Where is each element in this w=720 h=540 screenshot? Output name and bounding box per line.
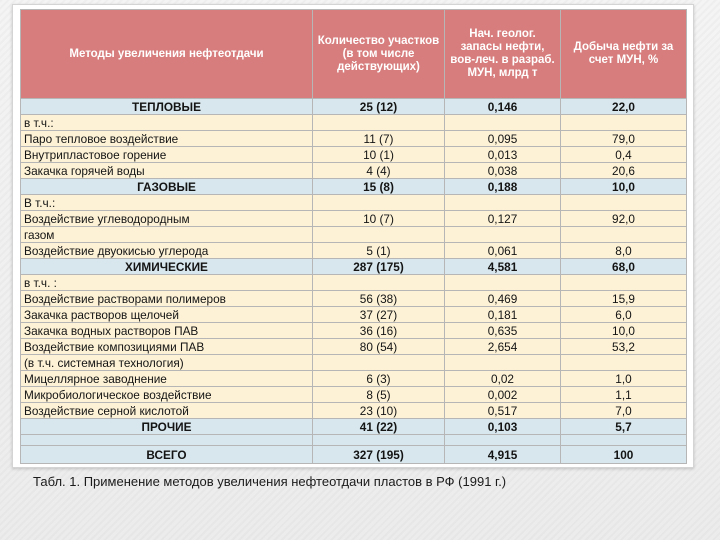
production-share-cell	[561, 275, 687, 291]
table-row	[21, 323, 687, 339]
header-initial-reserves: Нач. геолог. запасы нефти, вов-леч. в разраб. МУН, млрд т	[445, 10, 561, 99]
reserves-cell: 0,095	[445, 131, 561, 147]
reserves-cell: 4,915	[445, 446, 561, 464]
method-cell: Мицеллярное заводнение	[21, 371, 313, 387]
sites-count-cell: 5 (1)	[313, 243, 445, 259]
sites-count-cell: 80 (54)	[313, 339, 445, 355]
method-cell: Микробиологическое воздействие	[21, 387, 313, 403]
sites-count-cell: 15 (8)	[313, 179, 445, 195]
production-share-cell: 5,7	[561, 419, 687, 435]
table-row	[21, 355, 687, 371]
production-share-cell: 15,9	[561, 291, 687, 307]
reserves-cell	[445, 275, 561, 291]
production-share-cell: 20,6	[561, 163, 687, 179]
sites-count-cell: 8 (5)	[313, 387, 445, 403]
production-share-cell	[561, 355, 687, 371]
production-share-cell: 22,0	[561, 99, 687, 115]
sites-count-cell: 287 (175)	[313, 259, 445, 275]
method-cell: Закачка водных растворов ПАВ	[21, 323, 313, 339]
table-row	[21, 275, 687, 291]
production-share-cell	[561, 115, 687, 131]
table-caption: Табл. 1. Применение методов увеличения нефтеотдачи пластов в РФ (1991 г.)	[33, 474, 507, 489]
method-cell: Внутрипластовое горение	[21, 147, 313, 163]
method-cell: ГАЗОВЫЕ	[21, 179, 313, 195]
sites-count-cell: 4 (4)	[313, 163, 445, 179]
sites-count-cell	[313, 275, 445, 291]
method-cell: Закачка горячей воды	[21, 163, 313, 179]
method-cell: Закачка растворов щелочей	[21, 307, 313, 323]
production-share-cell: 100	[561, 446, 687, 464]
reserves-cell	[445, 355, 561, 371]
method-cell: ТЕПЛОВЫЕ	[21, 99, 313, 115]
reserves-cell: 0,635	[445, 323, 561, 339]
section-row	[21, 179, 687, 195]
header-oil-production-share: Добыча нефти за счет МУН, %	[561, 10, 687, 99]
sites-count-cell: 41 (22)	[313, 419, 445, 435]
sites-count-cell	[313, 435, 445, 446]
reserves-cell: 0,181	[445, 307, 561, 323]
production-share-cell	[561, 227, 687, 243]
sites-count-cell	[313, 355, 445, 371]
reserves-cell: 0,469	[445, 291, 561, 307]
method-cell: Воздействие растворами полимеров	[21, 291, 313, 307]
production-share-cell	[561, 195, 687, 211]
method-cell: Воздействие углеводородным	[21, 211, 313, 227]
table-frame	[12, 4, 694, 468]
reserves-cell: 0,517	[445, 403, 561, 419]
reserves-cell	[445, 227, 561, 243]
method-cell: Воздействие серной кислотой	[21, 403, 313, 419]
section-row	[21, 259, 687, 275]
method-cell: ПРОЧИЕ	[21, 419, 313, 435]
production-share-cell: 0,4	[561, 147, 687, 163]
methods-table	[20, 9, 687, 464]
sites-count-cell: 37 (27)	[313, 307, 445, 323]
header-methods: Методы увеличения нефтеотдачи	[21, 10, 313, 99]
method-cell: ВСЕГО	[21, 446, 313, 464]
method-cell: в т.ч. :	[21, 275, 313, 291]
total-row	[21, 446, 687, 464]
table-row	[21, 131, 687, 147]
sites-count-cell: 10 (1)	[313, 147, 445, 163]
table-header-row	[21, 10, 687, 99]
production-share-cell: 10,0	[561, 323, 687, 339]
reserves-cell: 0,146	[445, 99, 561, 115]
reserves-cell: 4,581	[445, 259, 561, 275]
production-share-cell	[561, 435, 687, 446]
table-row	[21, 163, 687, 179]
sites-count-cell: 6 (3)	[313, 371, 445, 387]
reserves-cell: 0,038	[445, 163, 561, 179]
reserves-cell: 0,013	[445, 147, 561, 163]
sites-count-cell	[313, 195, 445, 211]
table-row	[21, 387, 687, 403]
method-cell: (в т.ч. системная технология)	[21, 355, 313, 371]
reserves-cell: 0,127	[445, 211, 561, 227]
sites-count-cell	[313, 115, 445, 131]
reserves-cell	[445, 195, 561, 211]
reserves-cell: 0,103	[445, 419, 561, 435]
sites-count-cell: 23 (10)	[313, 403, 445, 419]
reserves-cell: 0,002	[445, 387, 561, 403]
table-row	[21, 147, 687, 163]
sites-count-cell: 56 (38)	[313, 291, 445, 307]
method-cell: ХИМИЧЕСКИЕ	[21, 259, 313, 275]
sites-count-cell: 11 (7)	[313, 131, 445, 147]
method-cell: Паро тепловое воздействие	[21, 131, 313, 147]
production-share-cell: 53,2	[561, 339, 687, 355]
production-share-cell: 1,1	[561, 387, 687, 403]
section-row	[21, 419, 687, 435]
production-share-cell: 92,0	[561, 211, 687, 227]
table-row	[21, 291, 687, 307]
production-share-cell: 1,0	[561, 371, 687, 387]
table-row	[21, 307, 687, 323]
header-sites-count: Количество участков (в том числе действующих)	[313, 10, 445, 99]
table-row	[21, 371, 687, 387]
reserves-cell	[445, 435, 561, 446]
production-share-cell: 6,0	[561, 307, 687, 323]
method-cell: Воздействие двуокисью углерода	[21, 243, 313, 259]
reserves-cell: 0,02	[445, 371, 561, 387]
method-cell: Воздействие композициями ПАВ	[21, 339, 313, 355]
sites-count-cell: 10 (7)	[313, 211, 445, 227]
sites-count-cell: 36 (16)	[313, 323, 445, 339]
table-row	[21, 403, 687, 419]
method-cell: В т.ч.:	[21, 195, 313, 211]
sites-count-cell: 25 (12)	[313, 99, 445, 115]
table-row	[21, 195, 687, 211]
reserves-cell: 2,654	[445, 339, 561, 355]
production-share-cell: 10,0	[561, 179, 687, 195]
sites-count-cell: 327 (195)	[313, 446, 445, 464]
method-cell: в т.ч.:	[21, 115, 313, 131]
section-row	[21, 99, 687, 115]
production-share-cell: 68,0	[561, 259, 687, 275]
table-row	[21, 227, 687, 243]
table-row	[21, 339, 687, 355]
sites-count-cell	[313, 227, 445, 243]
reserves-cell: 0,061	[445, 243, 561, 259]
method-cell	[21, 435, 313, 446]
table-body	[21, 99, 687, 464]
table-row	[21, 115, 687, 131]
production-share-cell: 7,0	[561, 403, 687, 419]
method-cell: газом	[21, 227, 313, 243]
production-share-cell: 79,0	[561, 131, 687, 147]
table-row	[21, 211, 687, 227]
reserves-cell	[445, 115, 561, 131]
reserves-cell: 0,188	[445, 179, 561, 195]
spacer-row	[21, 435, 687, 446]
table-row	[21, 243, 687, 259]
production-share-cell: 8,0	[561, 243, 687, 259]
